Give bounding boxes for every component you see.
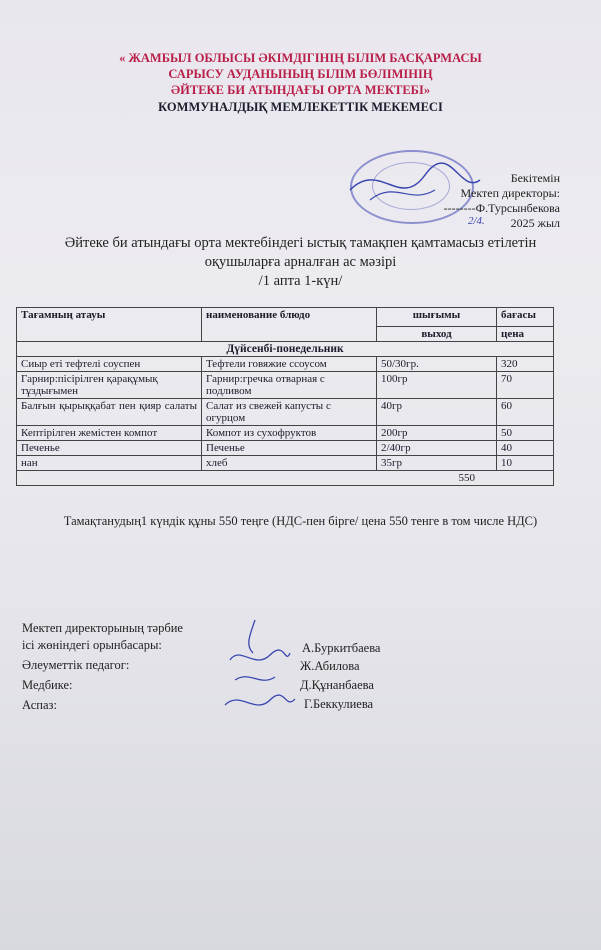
header-line-2: САРЫСУ АУДАНЫНЫҢ БІЛІМ БӨЛІМІНІҢ xyxy=(168,67,433,81)
dish-price: 50 xyxy=(497,426,554,441)
dish-name-ru: Печенье xyxy=(202,441,377,456)
header-name-ru: наименование блюдо xyxy=(202,308,377,342)
table-row xyxy=(17,357,554,372)
dish-price: 60 xyxy=(497,399,554,426)
name-cook: Г.Беккулиева xyxy=(304,697,374,711)
header-line-1: « ЖАМБЫЛ ОБЛЫСЫ ӘКІМДІГІНІҢ БІЛІМ БАСҚАРМАСЫ xyxy=(119,51,482,65)
dish-yield: 40гр xyxy=(377,399,497,426)
table-header-row xyxy=(17,308,554,327)
dish-yield: 2/40гр xyxy=(377,441,497,456)
role-nurse: Медбике: xyxy=(22,678,73,692)
dish-yield: 50/30гр. xyxy=(377,357,497,372)
dish-name-ru: Салат из свежей капусты с огурцом xyxy=(202,399,377,426)
dish-name-ru: хлеб xyxy=(202,456,377,471)
header-yield-ru: выход xyxy=(377,327,497,342)
header-line-4: КОММУНАЛДЫҚ МЕМЛЕКЕТТІК МЕКЕМЕСІ xyxy=(158,100,443,114)
dish-name-kz: нан xyxy=(17,456,202,471)
dish-name-kz: Сиыр еті тефтелі соуспен xyxy=(17,357,202,372)
menu-title-line-3: /1 апта 1-күн/ xyxy=(258,273,343,289)
table-row xyxy=(17,441,554,456)
dish-price: 320 xyxy=(497,357,554,372)
staff-signatures xyxy=(215,615,305,725)
daily-cost-note: Тамақтанудың1 күндік құны 550 теңге (НДС-пен бірге/ цена 550 тенге в том числе НДС) xyxy=(63,514,538,528)
dish-name-kz: Балғын қырыққабат пен қияр салаты xyxy=(17,399,202,426)
header-line-3: ӘЙТЕКЕ БИ АТЫНДАҒЫ ОРТА МЕКТЕБІ» xyxy=(170,83,431,97)
dish-name-kz: Печенье xyxy=(17,441,202,456)
dish-price: 10 xyxy=(497,456,554,471)
approval-title: Бекітемін xyxy=(510,171,560,185)
approval-date-handwritten: 2/4. xyxy=(468,215,485,227)
dish-name-ru: Гарнир:гречка отварная с подливом xyxy=(202,372,377,399)
dish-yield: 200гр xyxy=(377,426,497,441)
dish-name-ru: Тефтели говяжие ссоусом xyxy=(202,357,377,372)
table-row xyxy=(17,426,554,441)
name-nurse: Д.Құнанбаева xyxy=(300,678,374,692)
role-deputy-director-1: Мектеп директорының тәрбие xyxy=(22,621,183,635)
name-deputy-director: А.Буркитбаева xyxy=(302,641,381,655)
total-row xyxy=(17,471,554,486)
header-name-kz: Тағамның атауы xyxy=(17,308,202,342)
day-row xyxy=(17,342,554,357)
approval-director-name: --------Ф.Турсынбекова xyxy=(443,201,560,215)
role-deputy-director-2: ісі жөніндегі орынбасары: xyxy=(22,638,162,652)
approval-year: 2025 жыл xyxy=(510,216,560,230)
menu-title-line-1: Әйтеке би атындағы орта мектебіндегі ыстық тамақпен қамтамасыз етілетін xyxy=(64,235,537,251)
dish-name-kz: Гарнир:пісірілген қарақұмық тұздығымен xyxy=(17,372,202,399)
menu-table xyxy=(16,307,554,486)
dish-yield: 100гр xyxy=(377,372,497,399)
dish-name-ru: Компот из сухофруктов xyxy=(202,426,377,441)
dish-name-kz: Кептірілген жемістен компот xyxy=(17,426,202,441)
table-row xyxy=(17,399,554,426)
header-price-ru: цена xyxy=(497,327,554,342)
table-row xyxy=(17,372,554,399)
total-value: 550 xyxy=(17,471,554,486)
role-social-pedagogue: Әлеуметтік педагог: xyxy=(22,658,130,672)
role-cook: Аспаз: xyxy=(22,698,57,712)
name-social-pedagogue: Ж.Абилова xyxy=(300,659,360,673)
dish-price: 40 xyxy=(497,441,554,456)
dish-yield: 35гр xyxy=(377,456,497,471)
approval-position: Мектеп директоры: xyxy=(460,186,560,200)
table-row xyxy=(17,456,554,471)
header-price-kz: бағасы xyxy=(497,308,554,327)
day-label: Дүйсенбі-понедельник xyxy=(17,342,554,357)
menu-title-line-2: оқушыларға арналған ас мәзірі xyxy=(204,254,397,270)
header-yield-kz: шығымы xyxy=(377,308,497,327)
dish-price: 70 xyxy=(497,372,554,399)
